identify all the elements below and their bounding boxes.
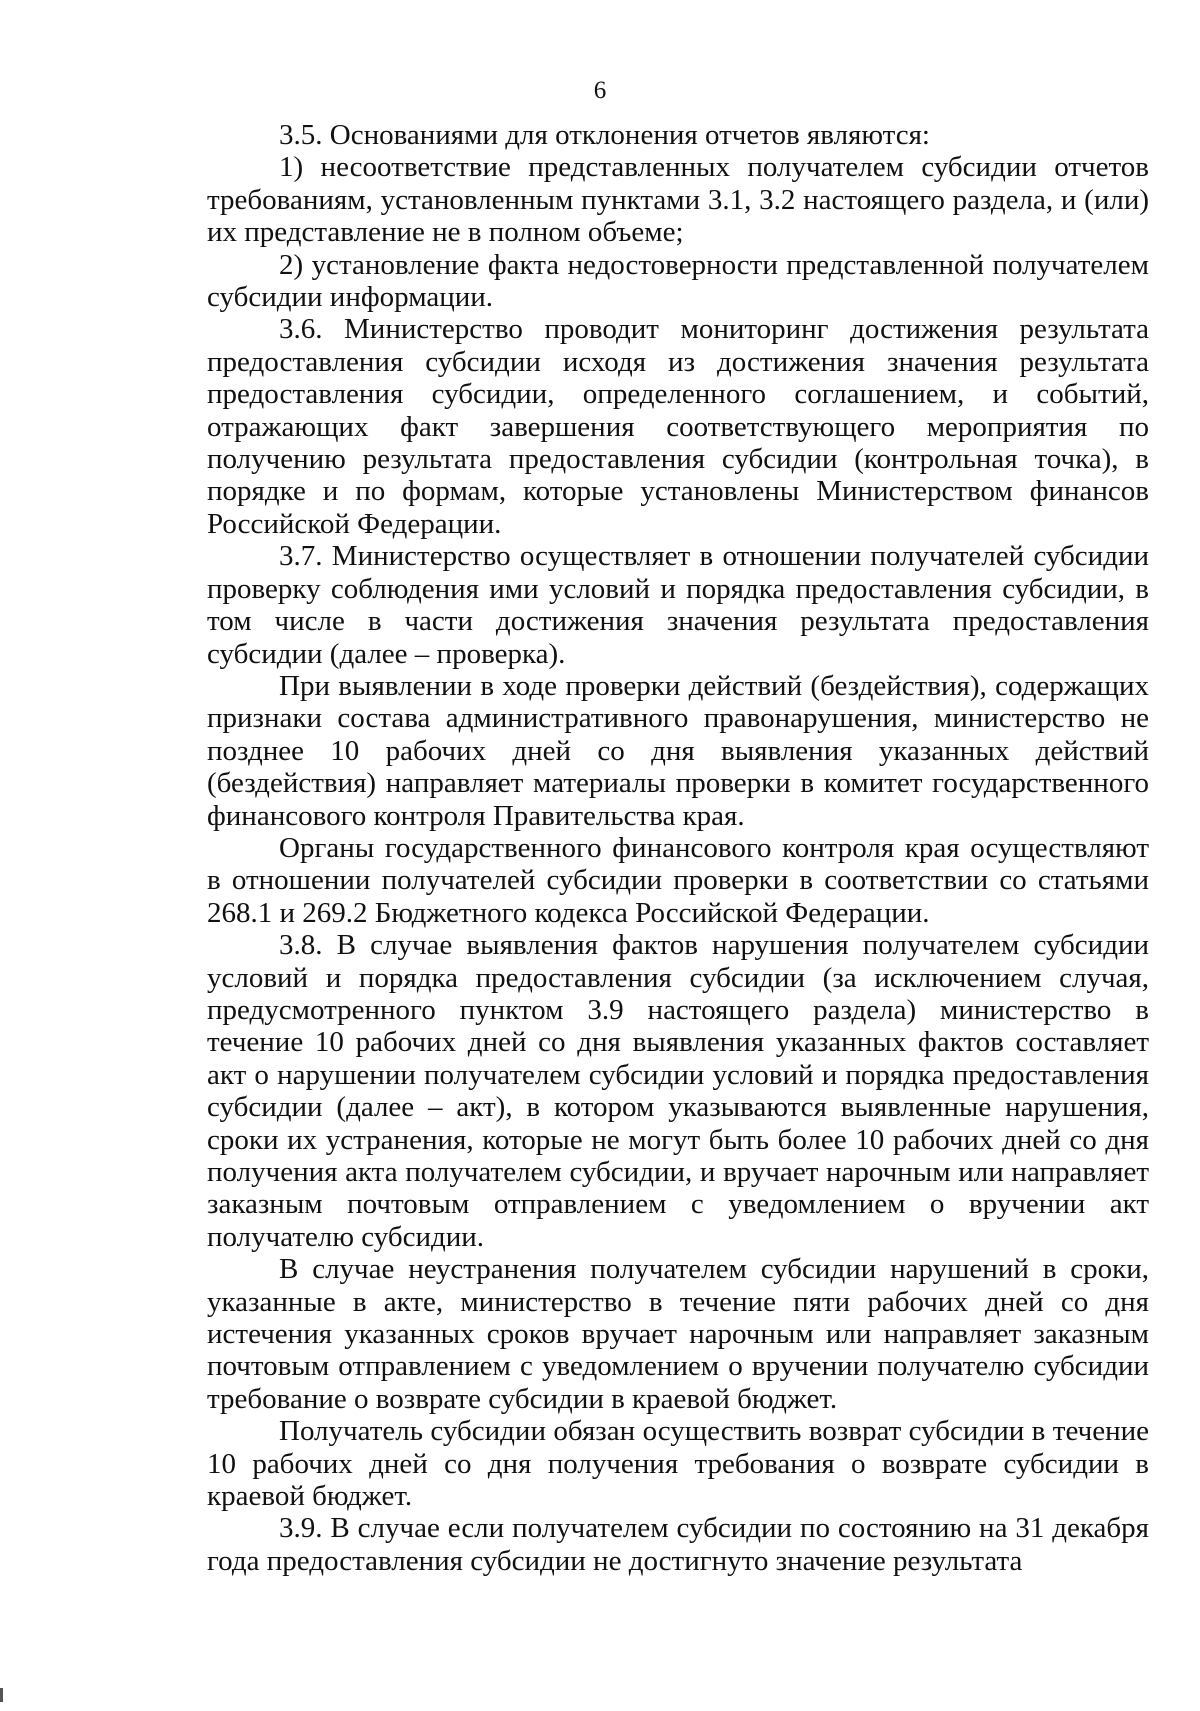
paragraph-3-8: 3.8. В случае выявления фактов нарушения получателем субсидии условий и порядка предоставления субсидии (за исключением случая, предусмотренного пунктом 3.9 настоящего раздела) министерство в течение 10 рабочих дней со дня выявления указанных фактов составляет акт о нарушении получателем субсидии условий и порядка предоставления субсидии (далее – акт), в котором указываются выявленные нарушения, сроки их устранения, которые не могут быть более 10 рабочих дней со дня получения акта получателем субсидии, и вручает нарочным или направляет заказным почтовым отправлением с уведомлением о вручении акт получателю субсидии.	[207, 929, 1149, 1253]
paragraph-3-7: 3.7. Министерство осуществляет в отношении получателей субсидии проверку соблюдения ими условий и порядка предоставления субсидии, в том числе в части достижения значения результата предоставления субсидии (далее – проверка).	[207, 540, 1149, 670]
document-body	[207, 119, 1149, 1577]
paragraph-3-5-item-1: 1) несоответствие представленных получателем субсидии отчетов требованиям, установленным пунктами 3.1, 3.2 настоящего раздела, и (или) их представление не в полном объеме;	[207, 151, 1149, 249]
paragraph-3-7-violations: При выявлении в ходе проверки действий (бездействия), содержащих признаки состава административного правонарушения, министерство не позднее 10 рабочих дней со дня выявления указанных действий (бездействия) направляет материалы проверки в комитет государственного финансового контроля Правительства края.	[207, 669, 1149, 832]
paragraph-3-5: 3.5. Основаниями для отклонения отчетов являются:	[279, 119, 930, 151]
paragraph-3-5-item-2: 2) установление факта недостоверности представленной получателем субсидии информации.	[207, 248, 1149, 314]
scan-edge-mark	[0, 1688, 3, 1702]
page-number: 6	[593, 77, 607, 104]
paragraph-3-8-refund: Получатель субсидии обязан осуществить возврат субсидии в течение 10 рабочих дней со дня получения требования о возврате субсидии в краевой бюджет.	[207, 1415, 1149, 1513]
paragraph-3-7-control-bodies: Органы государственного финансового контроля края осуществляют в отношении получателей субсидии проверки в соответствии со статьями 268.1 и 269.2 Бюджетного кодекса Российской Федерации.	[207, 831, 1149, 929]
paragraph-3-9: 3.9. В случае если получателем субсидии по состоянию на 31 декабря года предоставления субсидии не достигнуто значение результата	[207, 1512, 1149, 1577]
paragraph-3-8-non-elimination: В случае неустранения получателем субсидии нарушений в сроки, указанные в акте, министерство в течение пяти рабочих дней со дня истечения указанных сроков вручает нарочным или направляет заказным почтовым отправлением с уведомлением о вручении получателю субсидии требование о возврате субсидии в краевой бюджет.	[207, 1253, 1149, 1415]
paragraph-3-6: 3.6. Министерство проводит мониторинг достижения результата предоставления субсидии исходя из достижения значения результата предоставления субсидии, определенного соглашением, и событий, отражающих факт завершения соответствующего мероприятия по получению результата предоставления субсидии (контрольная точка), в порядке и по формам, которые установлены Министерством финансов Российской Федерации.	[207, 313, 1149, 540]
